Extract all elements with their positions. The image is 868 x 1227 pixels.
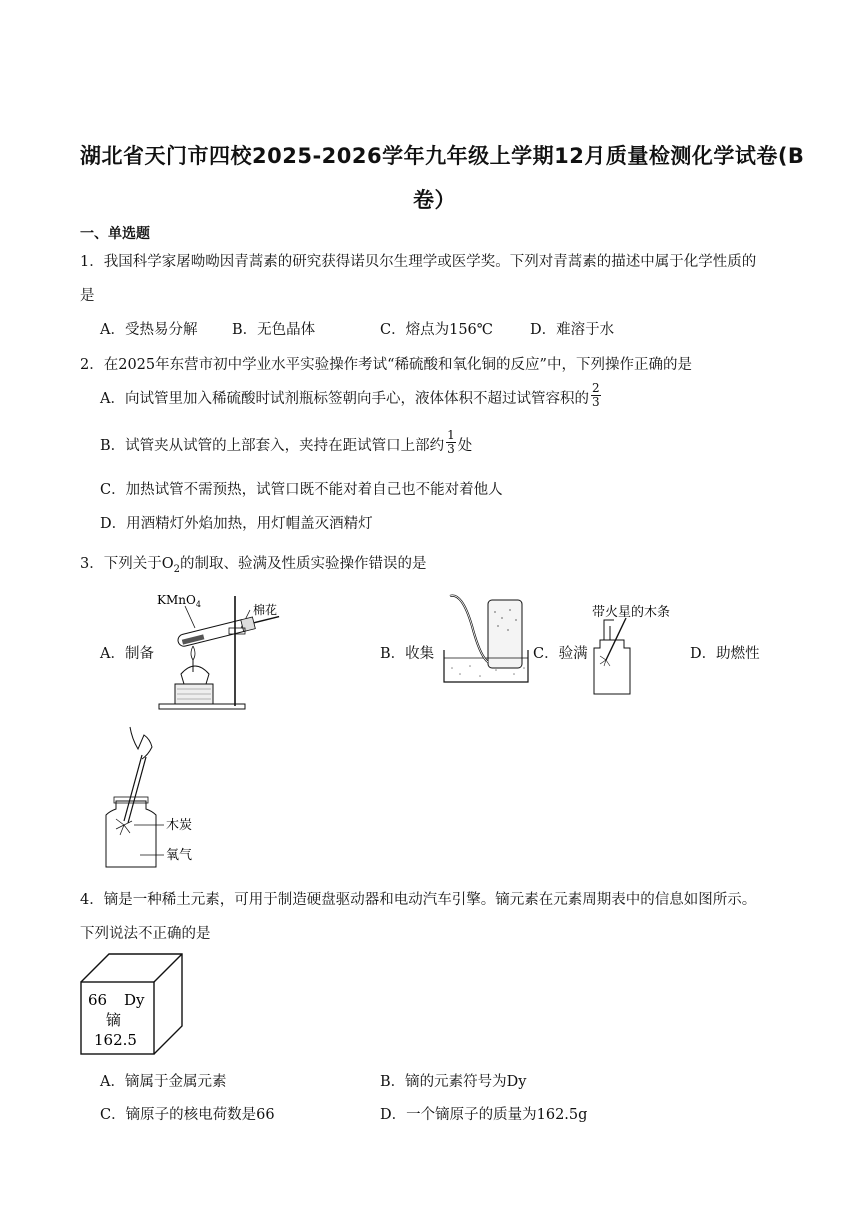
fraction-numerator: 1 [447,428,455,442]
q1-option-a: A．受热易分解 [100,322,198,338]
q2-stem: 2．在2025年东营市初中学业水平实验操作考试“稀硫酸和氧化铜的反应”中，下列操作正确的是 [80,357,692,373]
q1-option-c: C．熔点为156℃ [380,322,493,338]
cotton-label: 棉花 [253,603,278,617]
element-name: 镝 [106,1011,122,1029]
q2-option-b-text: B．试管夹从试管的上部套入，夹持在距试管口上部约 [100,438,445,454]
q4-option-b: B．镝的元素符号为Dy [380,1074,527,1090]
q2-option-d: D．用酒精灯外焰加热，用灯帽盖灭酒精灯 [100,516,373,532]
atomic-mass: 162.5 [94,1031,137,1049]
fraction-numerator: 2 [591,381,600,395]
q2-option-c: C．加热试管不需预热，试管口既不能对着自己也不能对着他人 [100,482,503,498]
figure-charcoal-burning [96,725,206,875]
fraction-two-thirds [591,382,601,409]
q3-option-d: D．助燃性 [690,646,760,662]
q1-option-b: B．无色晶体 [232,322,316,338]
atomic-number: 66 [88,991,108,1009]
q4-option-a: A．镝属于金属元素 [100,1074,227,1090]
q4-stem-continued: 下列说法不正确的是 [80,926,211,942]
q4-option-c: C．镝原子的核电荷数是66 [100,1107,275,1123]
q3-option-a: A．制备 [100,646,154,662]
section-heading: 一、单选题 [80,226,150,242]
q2-option-a [100,381,603,411]
q1-stem-continued: 是 [80,288,95,304]
fraction-denominator: 3 [591,395,600,409]
element-symbol: Dy [124,991,145,1009]
q4-option-d: D．一个镝原子的质量为162.5g [380,1107,588,1123]
oxygen-label: 氧气 [166,848,193,863]
kmno4-label: KMnO$_4$ [157,593,201,609]
figure-splint-test [588,596,698,700]
splint-label: 带火星的木条 [592,605,671,620]
charcoal-label: 木炭 [166,818,193,833]
fraction-denominator: 3 [447,442,455,456]
page-title-continued: 卷） [413,188,456,212]
fraction-one-third [446,429,456,456]
q1-option-d: D．难溶于水 [530,322,615,338]
q2-option-a-text: A．向试管里加入稀硫酸时试剂瓶标签朝向手心，液体体积不超过试管容积的 [100,391,589,407]
figure-water-collection [440,590,532,690]
q3-option-c: C．验满 [533,646,588,662]
q3-option-b: B．收集 [380,646,435,662]
element-cell-dysprosium [80,952,184,1056]
q2-option-b-suffix: 处 [457,438,473,454]
q4-stem: 4．镝是一种稀土元素，可用于制造硬盘驱动器和电动汽车引擎。镝元素在元素周期表中的信息如图所示。 [80,892,757,908]
q1-stem: 1．我国科学家屠呦呦因青蒿素的研究获得诺贝尔生理学或医学奖。下列对青蒿素的描述中属于化学性质的 [80,254,757,270]
q3-stem: 3．下列关于$O_2$的制取、验满及性质实验操作错误的是 [80,556,427,575]
page-title: 湖北省天门市四校2025-2026学年九年级上学期12月质量检测化学试卷(B [80,144,805,168]
q2-option-b [100,428,473,458]
figure-kmno4-setup [155,588,285,713]
